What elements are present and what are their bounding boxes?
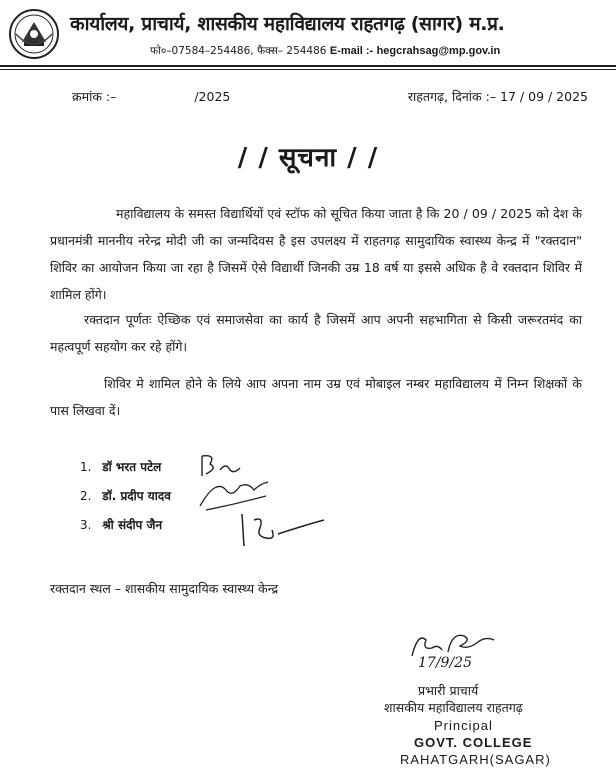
teacher-number: 3. (80, 518, 92, 532)
place-date: राहतगढ़, दिनांक :– 17 / 09 / 2025 (407, 89, 588, 104)
teacher-item (80, 511, 171, 540)
fax-number: फैक्स– 254486 (256, 45, 327, 57)
camp-venue: रक्तदान स्थल – शासकीय सामुदायिक स्वास्थ्य केन्द्र (50, 581, 279, 596)
letterhead-contact (150, 44, 500, 58)
teacher-signature-3-icon (232, 510, 332, 550)
signatory-block (384, 682, 604, 767)
teacher-name: श्री संदीप जैन (102, 518, 163, 532)
teacher-item (80, 482, 171, 511)
teacher-name: डॉ भरत पटेल (102, 460, 162, 474)
reference-number-label: क्रमांक :– (72, 89, 117, 104)
phone-number: फो०–07584–254486, (150, 45, 254, 57)
reference-number-value: /2025 (194, 89, 231, 104)
letterhead-title: कार्यालय, प्राचार्य, शासकीय महाविद्यालय राहतगढ़ (सागर) म.प्र. (70, 13, 505, 35)
signature-date: 17/9/25 (418, 655, 472, 671)
stamp-college: GOVT. COLLEGE (414, 735, 533, 750)
header-divider-thin (0, 69, 616, 70)
notice-paragraph-3: शिविर मे शामिल होने के लिये आप अपना नाम उम्र एवं मोबाइल नम्बर महाविद्यालय में निम्न शिक्षकों के पास लिखवा दें। (50, 376, 582, 418)
notice-title: / / सूचना / / (237, 143, 379, 173)
teacher-number: 2. (80, 489, 92, 503)
notice-paragraph-2: रक्तदान पूर्णतः ऐच्छिक एवं समाजसेवा का कार्य है जिसमें आप अपनी सहभागिता से किसी जरूरतमंद का महत्वपूर्ण सहयोग कर रहे होंगे। (50, 312, 582, 354)
header-divider-thick (0, 65, 616, 67)
notice-paragraph-1: महाविद्यालय के समस्त विद्यार्थियों एवं स्टॉफ को सूचित किया जाता है कि 20 / 09 / 2025 को देश के प्रधानमंत्री माननीय नरेन्द्र मोदी जी का जन्मदिवस है इस उपलक्ष्य में राहतगढ़ सामुदायिक स्वास्थ्य केन्द्र में "रक्तदान" शिविर का आयोजन किया जा रहा है जिसमें ऐसे विद्यार्थी जिनकी उम्र 18 वर्ष या इससे अधिक है वे रक्तदान शिविर में शामिल होंगे। (50, 206, 582, 302)
signatory-designation: प्रभारी प्राचार्य (418, 683, 479, 698)
teacher-list (80, 453, 171, 540)
stamp-place: RAHATGARH(SAGAR) (400, 752, 551, 767)
teacher-name: डॉ. प्रदीप यादव (102, 489, 171, 503)
email-label: E-mail :- (329, 45, 374, 57)
stamp-principal: Principal (434, 718, 493, 733)
reference-number (72, 88, 230, 105)
teacher-item (80, 453, 171, 482)
email-address: hegcrahsag@mp.gov.in (376, 45, 501, 57)
signatory-college: शासकीय महाविद्यालय राहतगढ़ (384, 700, 523, 715)
teacher-number: 1. (80, 460, 92, 474)
college-emblem-icon (8, 8, 60, 60)
